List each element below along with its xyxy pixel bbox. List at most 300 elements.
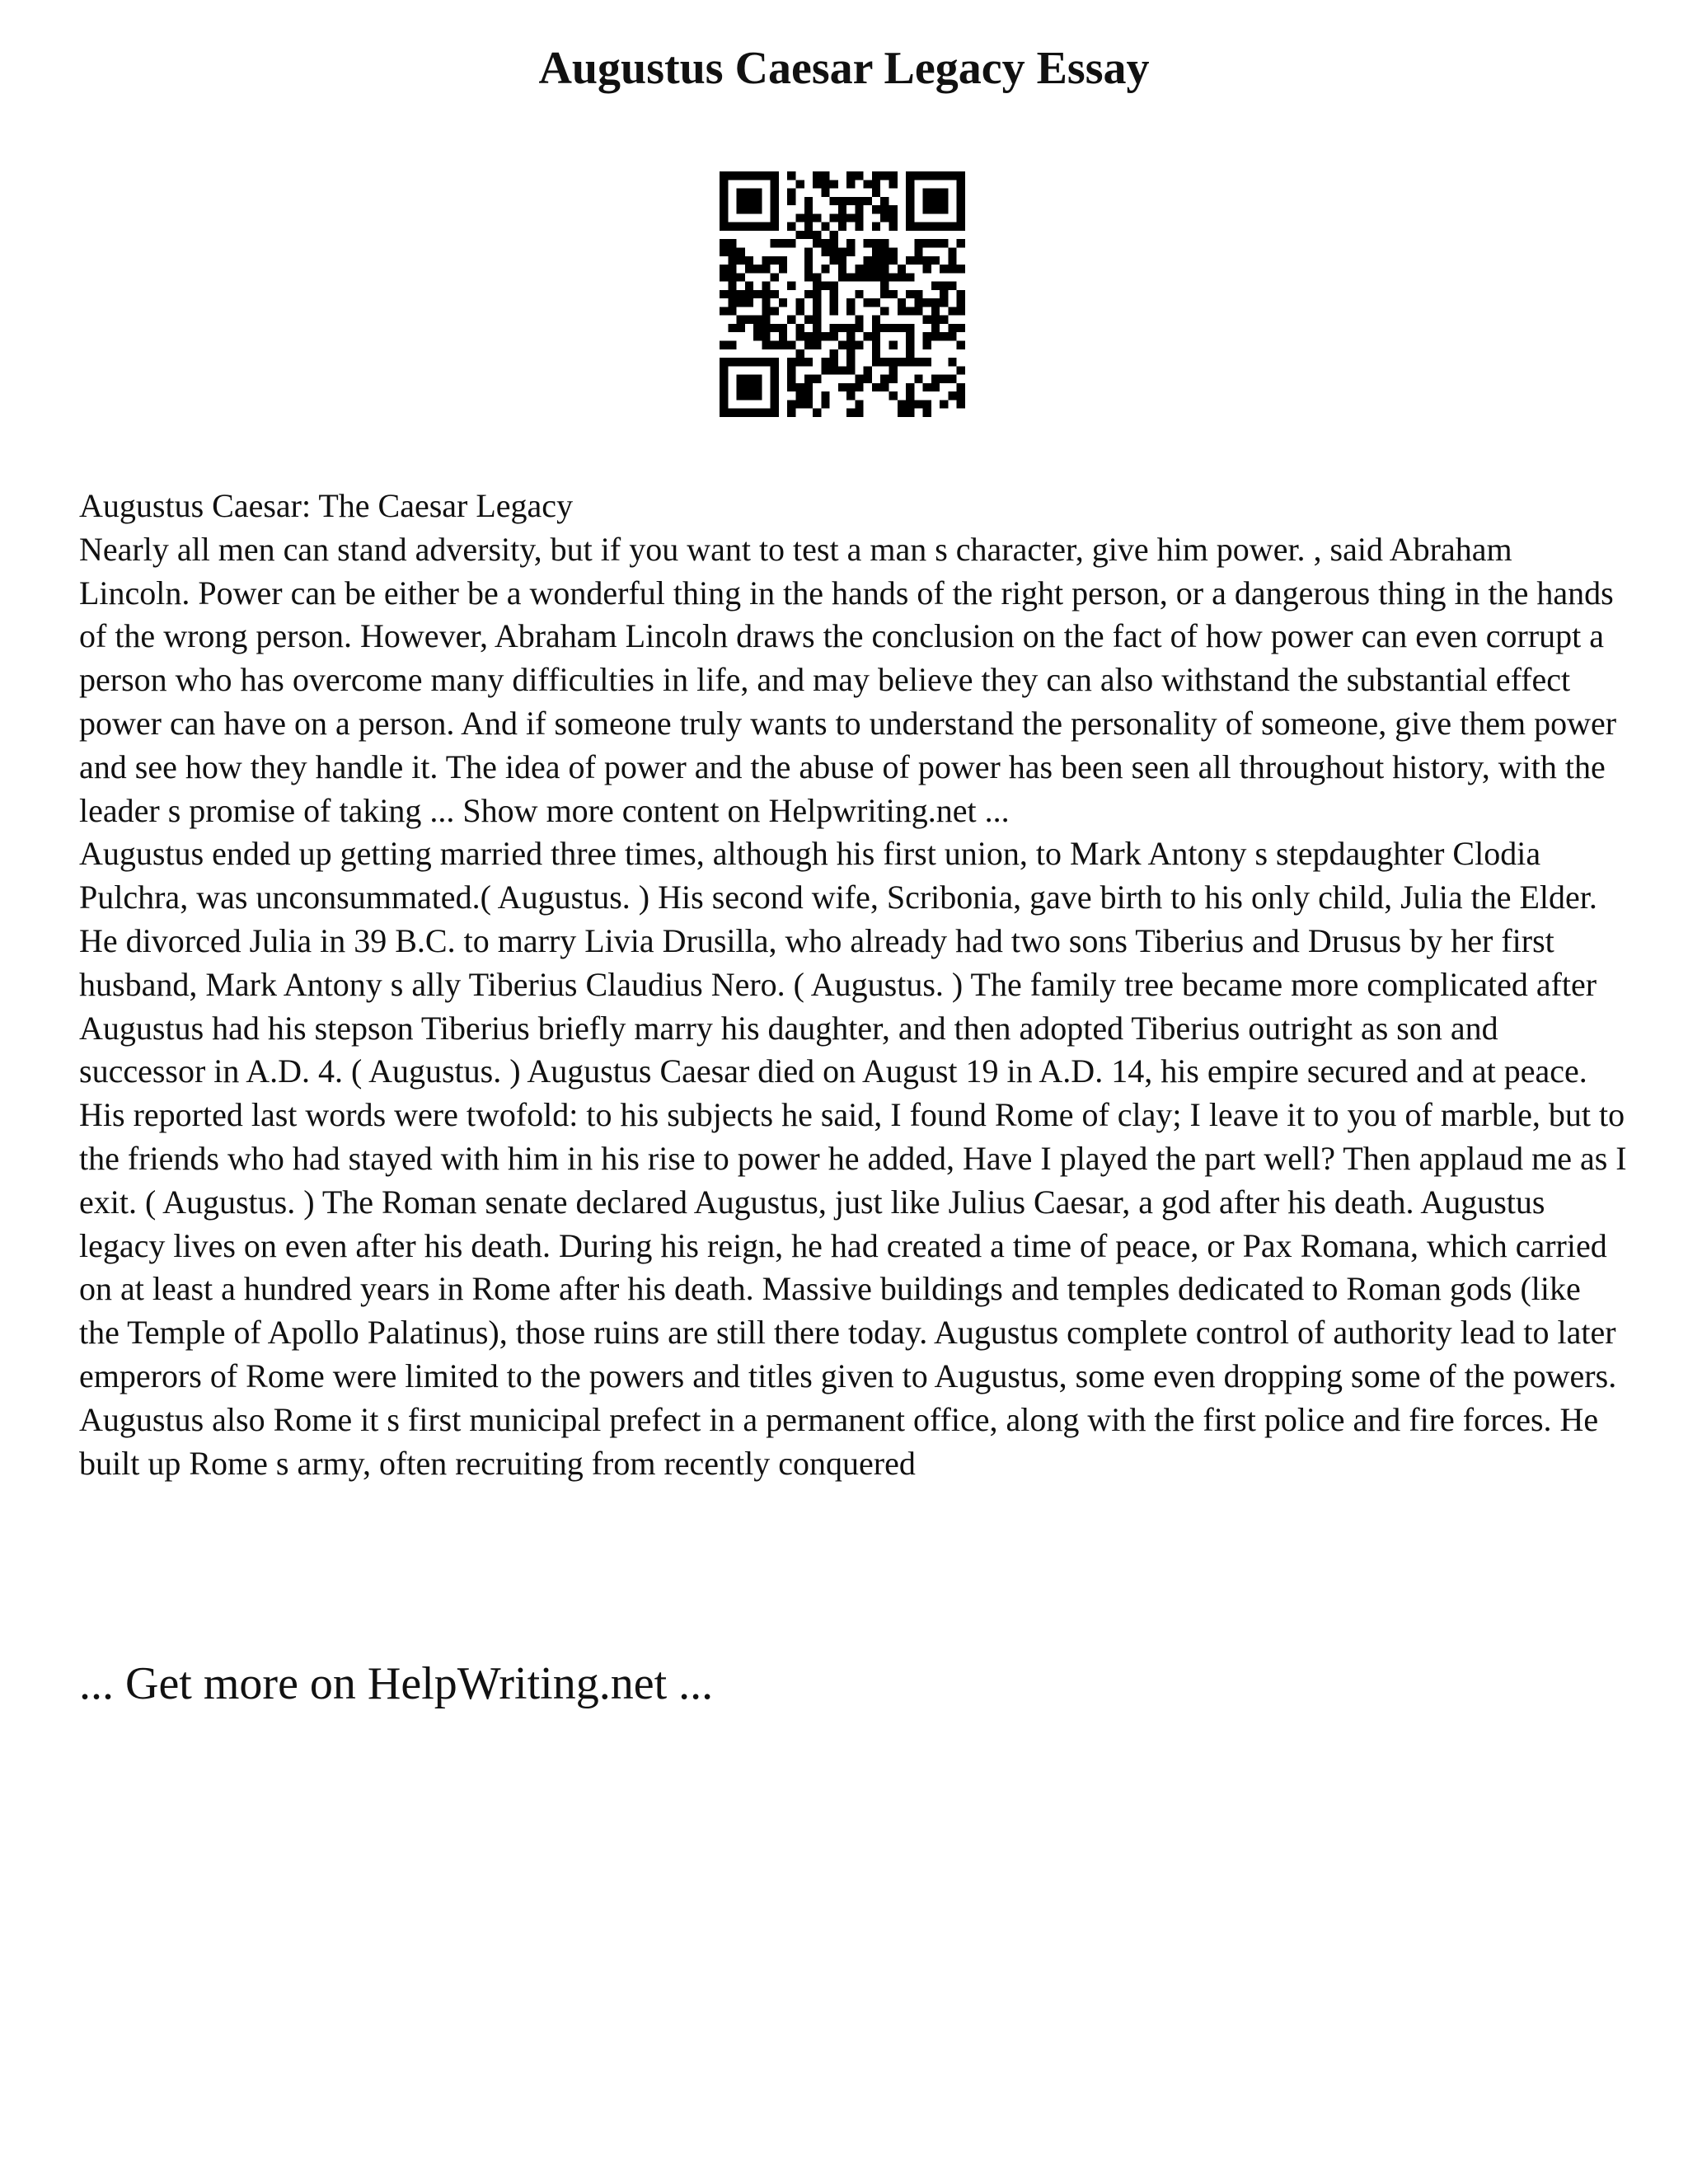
- qr-module: [753, 383, 762, 391]
- qr-module: [762, 358, 770, 366]
- qr-module: [762, 307, 770, 315]
- qr-module: [737, 324, 745, 332]
- qr-module: [889, 358, 898, 366]
- qr-module: [948, 358, 956, 366]
- qr-module: [813, 332, 821, 340]
- qr-module: [804, 231, 813, 239]
- qr-module: [787, 358, 795, 366]
- qr-module: [906, 223, 914, 231]
- qr-module: [813, 171, 821, 180]
- qr-module: [787, 189, 795, 197]
- qr-module: [906, 341, 914, 349]
- qr-module: [880, 358, 889, 366]
- qr-module: [898, 298, 906, 307]
- qr-module: [923, 383, 931, 391]
- qr-module: [923, 189, 931, 197]
- qr-module: [813, 282, 821, 290]
- qr-module: [813, 341, 821, 349]
- qr-module: [830, 358, 838, 366]
- qr-module: [753, 189, 762, 197]
- qr-module: [804, 265, 813, 273]
- qr-module: [855, 383, 863, 391]
- qr-module: [948, 171, 956, 180]
- qr-module: [906, 256, 914, 265]
- get-more-link[interactable]: ... Get more on HelpWriting.net ...: [79, 1658, 714, 1709]
- qr-module: [940, 282, 948, 290]
- qr-module: [771, 273, 779, 281]
- qr-module: [720, 273, 728, 281]
- qr-module: [762, 409, 770, 417]
- qr-module: [804, 205, 813, 213]
- qr-module: [957, 290, 965, 298]
- qr-module: [846, 341, 855, 349]
- qr-module: [957, 265, 965, 273]
- qr-module: [846, 180, 855, 188]
- qr-module: [830, 256, 838, 265]
- qr-module: [957, 205, 965, 213]
- qr-module: [957, 366, 965, 374]
- qr-module: [872, 349, 880, 358]
- qr-module: [795, 400, 804, 408]
- qr-module: [728, 290, 736, 298]
- qr-module: [787, 400, 795, 408]
- qr-module: [779, 332, 787, 340]
- qr-module: [898, 358, 906, 366]
- qr-module: [728, 265, 736, 273]
- qr-module: [906, 400, 914, 408]
- qr-module: [898, 409, 906, 417]
- qr-module: [728, 171, 736, 180]
- qr-module: [957, 298, 965, 307]
- qr-module: [889, 375, 898, 383]
- qr-module: [804, 273, 813, 281]
- qr-module: [872, 247, 880, 255]
- qr-module: [830, 366, 838, 374]
- qr-module: [906, 205, 914, 213]
- qr-module: [787, 282, 795, 290]
- qr-module: [720, 189, 728, 197]
- qr-module: [846, 332, 855, 340]
- qr-module: [771, 171, 779, 180]
- qr-module: [795, 358, 804, 366]
- qr-module: [855, 197, 863, 205]
- qr-module: [880, 383, 889, 391]
- qr-module: [728, 282, 736, 290]
- qr-module: [753, 375, 762, 383]
- qr-module: [931, 332, 940, 340]
- qr-module: [821, 400, 829, 408]
- qr-module: [880, 307, 889, 315]
- qr-module: [889, 341, 898, 349]
- qr-module: [889, 290, 898, 298]
- qr-module: [923, 409, 931, 417]
- essay-heading: Augustus Caesar: The Caesar Legacy: [79, 487, 574, 524]
- qr-module: [906, 332, 914, 340]
- qr-module: [846, 366, 855, 374]
- qr-module: [906, 197, 914, 205]
- qr-module: [720, 223, 728, 231]
- qr-module: [804, 341, 813, 349]
- qr-module: [931, 171, 940, 180]
- qr-module: [846, 197, 855, 205]
- qr-module: [771, 256, 779, 265]
- qr-module: [813, 324, 821, 332]
- qr-module: [753, 290, 762, 298]
- qr-module: [762, 265, 770, 273]
- qr-module: [745, 223, 753, 231]
- qr-module: [737, 256, 745, 265]
- qr-module: [753, 409, 762, 417]
- qr-module: [846, 171, 855, 180]
- qr-module: [795, 391, 804, 400]
- qr-module: [931, 282, 940, 290]
- qr-module: [838, 223, 846, 231]
- qr-module: [864, 273, 872, 281]
- qr-module: [830, 290, 838, 298]
- qr-module: [940, 290, 948, 298]
- qr-module: [846, 358, 855, 366]
- qr-module: [720, 366, 728, 374]
- qr-module: [787, 171, 795, 180]
- qr-module: [753, 223, 762, 231]
- qr-module: [804, 290, 813, 298]
- essay-paragraph-1: Nearly all men can stand adversity, but if you want to test a man s character, give him power. , said Abraham Lincoln. Power can be either be a wonderful thing in the hands of the right person, or a dangerous thing in the hands of the wrong person. However, Abraham Lincoln draws the conclusion on the fact of how power can even corrupt a person who has overcome many difficulties in life, and may believe they can also withstand the substantial effect power can have on a person. And if someone truly wants to understand the personality of someone, give them power and see how they handle it. The idea of power and the abuse of power has been seen all throughout history, with the leader s promise of taking ... Show more content on Helpwriting.net ...: [79, 530, 1617, 829]
- qr-module: [846, 247, 855, 255]
- qr-module: [737, 290, 745, 298]
- qr-module: [745, 290, 753, 298]
- qr-module: [813, 298, 821, 307]
- qr-module: [948, 391, 956, 400]
- qr-module: [931, 239, 940, 247]
- qr-module: [745, 265, 753, 273]
- qr-module: [753, 391, 762, 400]
- qr-module: [957, 189, 965, 197]
- qr-module: [914, 358, 922, 366]
- qr-module: [957, 197, 965, 205]
- qr-module: [745, 375, 753, 383]
- qr-module: [779, 341, 787, 349]
- qr-module: [906, 349, 914, 358]
- qr-module: [889, 180, 898, 188]
- qr-module: [872, 239, 880, 247]
- qr-module: [737, 391, 745, 400]
- qr-module: [813, 316, 821, 324]
- qr-module: [898, 265, 906, 273]
- qr-module: [804, 375, 813, 383]
- qr-module: [948, 247, 956, 255]
- qr-module: [720, 180, 728, 188]
- qr-module: [745, 197, 753, 205]
- qr-module: [830, 282, 838, 290]
- essay-body: [79, 485, 1629, 1485]
- qr-module: [745, 256, 753, 265]
- qr-module: [753, 332, 762, 340]
- qr-module: [948, 256, 956, 265]
- qr-module: [728, 409, 736, 417]
- qr-module: [880, 247, 889, 255]
- qr-module: [923, 400, 931, 408]
- qr-code-icon: [720, 171, 965, 417]
- qr-module: [728, 358, 736, 366]
- qr-module: [795, 383, 804, 391]
- qr-module: [745, 358, 753, 366]
- qr-module: [720, 409, 728, 417]
- qr-module: [779, 265, 787, 273]
- qr-module: [813, 213, 821, 222]
- qr-module: [931, 324, 940, 332]
- qr-module: [804, 197, 813, 205]
- qr-module: [838, 366, 846, 374]
- qr-module: [864, 180, 872, 188]
- qr-module: [821, 265, 829, 273]
- qr-module: [914, 375, 922, 383]
- qr-module: [864, 298, 872, 307]
- qr-module: [940, 223, 948, 231]
- qr-module: [830, 324, 838, 332]
- qr-module: [864, 375, 872, 383]
- qr-module: [804, 358, 813, 366]
- qr-module: [728, 273, 736, 281]
- qr-module: [821, 332, 829, 340]
- qr-module: [771, 324, 779, 332]
- qr-module: [872, 256, 880, 265]
- qr-module: [880, 213, 889, 222]
- qr-module: [720, 239, 728, 247]
- qr-module: [771, 239, 779, 247]
- qr-module: [720, 205, 728, 213]
- qr-module: [940, 298, 948, 307]
- qr-module: [914, 256, 922, 265]
- qr-module: [855, 213, 863, 222]
- qr-module: [762, 316, 770, 324]
- qr-module: [923, 223, 931, 231]
- qr-module: [931, 197, 940, 205]
- qr-module: [753, 171, 762, 180]
- qr-module: [872, 341, 880, 349]
- qr-module: [787, 239, 795, 247]
- qr-module: [855, 223, 863, 231]
- qr-module: [813, 273, 821, 281]
- qr-module: [923, 256, 931, 265]
- qr-module: [804, 247, 813, 255]
- qr-module: [889, 213, 898, 222]
- qr-module: [737, 197, 745, 205]
- qr-module: [720, 383, 728, 391]
- qr-module: [720, 265, 728, 273]
- qr-module: [821, 358, 829, 366]
- qr-module: [804, 213, 813, 222]
- qr-module: [745, 282, 753, 290]
- qr-module: [804, 223, 813, 231]
- qr-module: [846, 213, 855, 222]
- qr-module: [872, 324, 880, 332]
- qr-module: [762, 223, 770, 231]
- qr-module: [804, 383, 813, 391]
- qr-module: [846, 391, 855, 400]
- qr-module: [880, 197, 889, 205]
- qr-module: [880, 324, 889, 332]
- qr-module: [906, 409, 914, 417]
- qr-module: [771, 307, 779, 315]
- qr-module: [880, 290, 889, 298]
- qr-module: [838, 341, 846, 349]
- qr-module: [821, 189, 829, 197]
- qr-module: [830, 247, 838, 255]
- qr-module: [745, 391, 753, 400]
- qr-module: [889, 223, 898, 231]
- qr-module: [872, 223, 880, 231]
- qr-module: [846, 273, 855, 281]
- qr-module: [846, 239, 855, 247]
- qr-module: [872, 358, 880, 366]
- qr-module: [720, 358, 728, 366]
- qr-module: [720, 307, 728, 315]
- qr-module: [737, 383, 745, 391]
- qr-module: [728, 239, 736, 247]
- qr-module: [914, 223, 922, 231]
- qr-module: [720, 375, 728, 383]
- qr-module: [923, 171, 931, 180]
- qr-module: [940, 400, 948, 408]
- qr-module: [745, 409, 753, 417]
- qr-module: [737, 205, 745, 213]
- qr-module: [940, 171, 948, 180]
- qr-module: [838, 205, 846, 213]
- qr-module: [771, 375, 779, 383]
- qr-module: [889, 324, 898, 332]
- qr-module: [795, 298, 804, 307]
- qr-module: [779, 239, 787, 247]
- qr-module: [728, 307, 736, 315]
- qr-module: [762, 324, 770, 332]
- qr-module: [906, 189, 914, 197]
- qr-module: [821, 247, 829, 255]
- qr-module: [737, 247, 745, 255]
- qr-module: [864, 366, 872, 374]
- qr-module: [838, 383, 846, 391]
- qr-module: [771, 400, 779, 408]
- qr-module: [753, 316, 762, 324]
- qr-module: [720, 290, 728, 298]
- qr-module: [889, 273, 898, 281]
- qr-module: [753, 358, 762, 366]
- qr-module: [720, 213, 728, 222]
- qr-module: [957, 324, 965, 332]
- qr-module: [720, 391, 728, 400]
- qr-module: [846, 349, 855, 358]
- qr-module: [737, 223, 745, 231]
- qr-module: [838, 213, 846, 222]
- qr-module: [855, 290, 863, 298]
- qr-module: [795, 231, 804, 239]
- qr-module: [931, 375, 940, 383]
- qr-module: [804, 316, 813, 324]
- qr-module: [889, 205, 898, 213]
- qr-module: [872, 273, 880, 281]
- qr-module: [753, 205, 762, 213]
- qr-module: [745, 316, 753, 324]
- qr-module: [771, 409, 779, 417]
- qr-module: [906, 391, 914, 400]
- qr-module: [745, 205, 753, 213]
- qr-module: [906, 358, 914, 366]
- qr-module: [838, 256, 846, 265]
- qr-module: [846, 307, 855, 315]
- qr-module: [728, 256, 736, 265]
- qr-module: [838, 324, 846, 332]
- qr-module: [855, 171, 863, 180]
- qr-module: [821, 180, 829, 188]
- qr-module: [864, 239, 872, 247]
- qr-module: [940, 205, 948, 213]
- qr-module: [957, 239, 965, 247]
- qr-module: [931, 316, 940, 324]
- qr-module: [813, 180, 821, 188]
- qr-module: [728, 324, 736, 332]
- qr-module: [923, 239, 931, 247]
- qr-module: [830, 239, 838, 247]
- qr-module: [830, 213, 838, 222]
- qr-module: [923, 358, 931, 366]
- qr-module: [923, 265, 931, 273]
- qr-module: [880, 273, 889, 281]
- qr-module: [813, 307, 821, 315]
- qr-module: [880, 282, 889, 290]
- qr-module: [923, 197, 931, 205]
- qr-module: [889, 256, 898, 265]
- qr-module: [762, 298, 770, 307]
- qr-module: [737, 409, 745, 417]
- qr-module: [889, 247, 898, 255]
- qr-module: [762, 290, 770, 298]
- qr-module: [855, 205, 863, 213]
- qr-module: [914, 171, 922, 180]
- qr-module: [948, 332, 956, 340]
- qr-module: [957, 400, 965, 408]
- qr-module: [771, 189, 779, 197]
- qr-module: [940, 375, 948, 383]
- qr-module: [880, 256, 889, 265]
- qr-module: [771, 341, 779, 349]
- qr-module: [914, 298, 922, 307]
- qr-module: [931, 256, 940, 265]
- qr-module: [804, 332, 813, 340]
- qr-module: [838, 273, 846, 281]
- qr-module: [957, 223, 965, 231]
- qr-module: [923, 341, 931, 349]
- qr-module: [906, 324, 914, 332]
- qr-module: [898, 273, 906, 281]
- qr-module: [813, 239, 821, 247]
- qr-module: [753, 197, 762, 205]
- qr-module: [771, 391, 779, 400]
- qr-module: [795, 332, 804, 340]
- qr-module: [728, 223, 736, 231]
- qr-module: [737, 358, 745, 366]
- qr-module: [813, 375, 821, 383]
- qr-module: [787, 316, 795, 324]
- qr-module: [855, 341, 863, 349]
- qr-module: [728, 298, 736, 307]
- qr-module: [753, 265, 762, 273]
- qr-module: [957, 391, 965, 400]
- qr-module: [771, 383, 779, 391]
- qr-module: [737, 171, 745, 180]
- qr-module: [846, 324, 855, 332]
- qr-module: [787, 366, 795, 374]
- qr-module: [855, 316, 863, 324]
- qr-module: [779, 324, 787, 332]
